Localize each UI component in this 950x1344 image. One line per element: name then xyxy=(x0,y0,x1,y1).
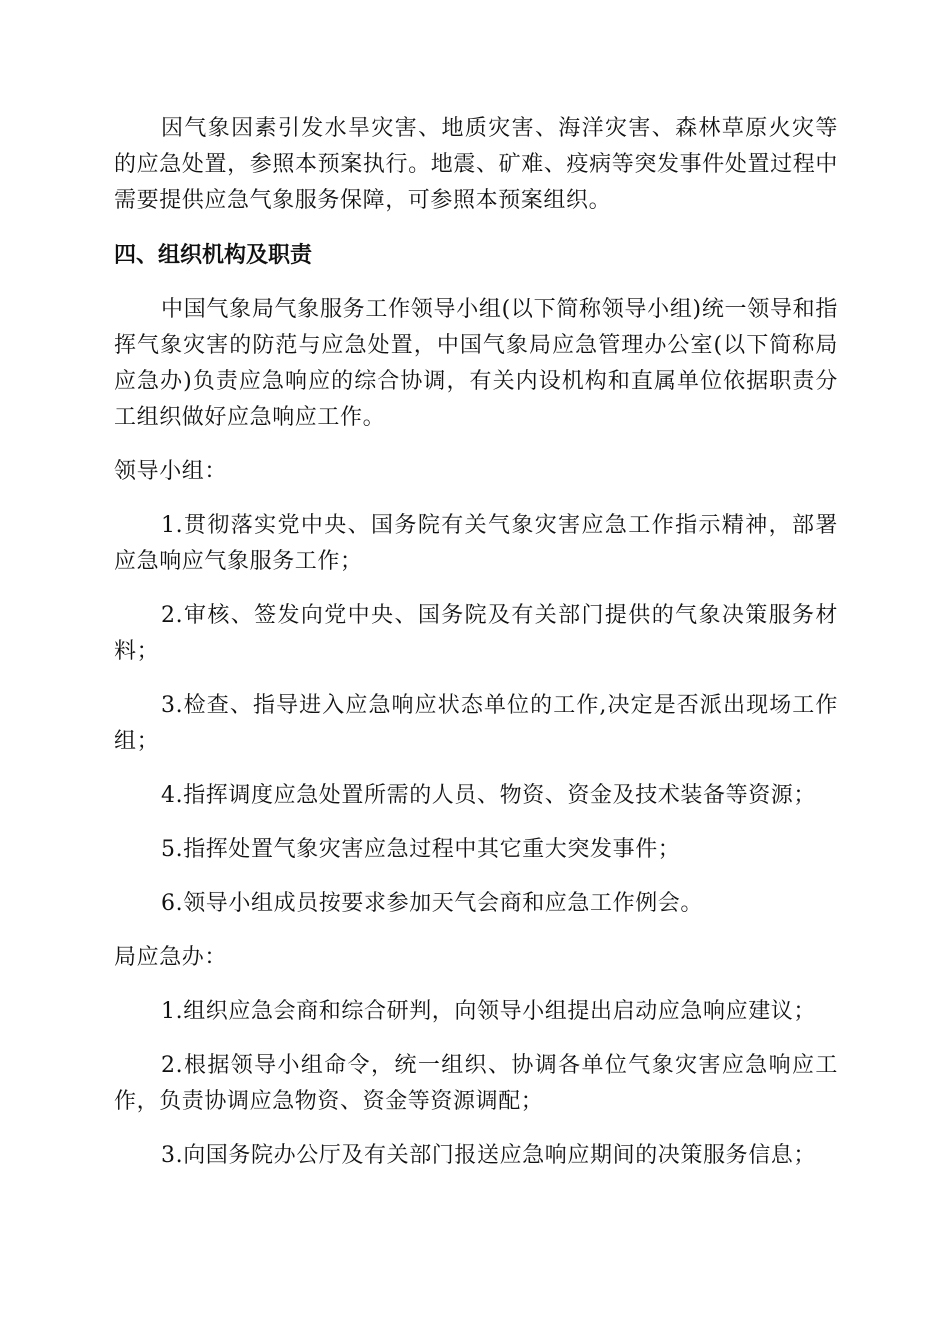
leader-group-item: 2.审核、签发向党中央、国务院及有关部门提供的气象决策服务材料； xyxy=(114,603,838,664)
emergency-office-label: 局应急办： xyxy=(114,945,228,970)
document-body xyxy=(114,111,838,1174)
organization-paragraph: 中国气象局气象服务工作领导小组(以下简称领导小组)统一领导和指挥气象灾害的防范与应急处置，中国气象局应急管理办公室(以下简称局应急办)负责应急响应的综合协调，有关内设机构和直属单位依据职责分工组织做好应急响应工作。 xyxy=(114,297,838,430)
leader-group-item: 5.指挥处置气象灾害应急过程中其它重大突发事件； xyxy=(161,837,681,862)
emergency-office-item: 2.根据领导小组命令，统一组织、协调各单位气象灾害应急响应工作，负责协调应急物资、资金等资源调配； xyxy=(114,1053,838,1114)
leader-group-label: 领导小组： xyxy=(114,459,228,484)
emergency-office-item: 1.组织应急会商和综合研判，向领导小组提出启动应急响应建议； xyxy=(161,999,816,1024)
leader-group-item: 1.贯彻落实党中央、国务院有关气象灾害应急工作指示精神，部署应急响应气象服务工作； xyxy=(114,513,838,574)
leader-group-item: 6.领导小组成员按要求参加天气会商和应急工作例会。 xyxy=(161,891,703,916)
leader-group-item: 3.检查、指导进入应急响应状态单位的工作,决定是否派出现场工作组； xyxy=(114,693,838,754)
section-heading: 四、组织机构及职责 xyxy=(114,243,313,268)
emergency-office-item: 3.向国务院办公厅及有关部门报送应急响应期间的决策服务信息； xyxy=(161,1143,816,1168)
leader-group-item: 4.指挥调度应急处置所需的人员、物资、资金及技术装备等资源； xyxy=(161,783,816,808)
intro-paragraph: 因气象因素引发水旱灾害、地质灾害、海洋灾害、森林草原火灾等的应急处置，参照本预案执行。地震、矿难、疫病等突发事件处置过程中需要提供应急气象服务保障，可参照本预案组织。 xyxy=(114,116,838,213)
